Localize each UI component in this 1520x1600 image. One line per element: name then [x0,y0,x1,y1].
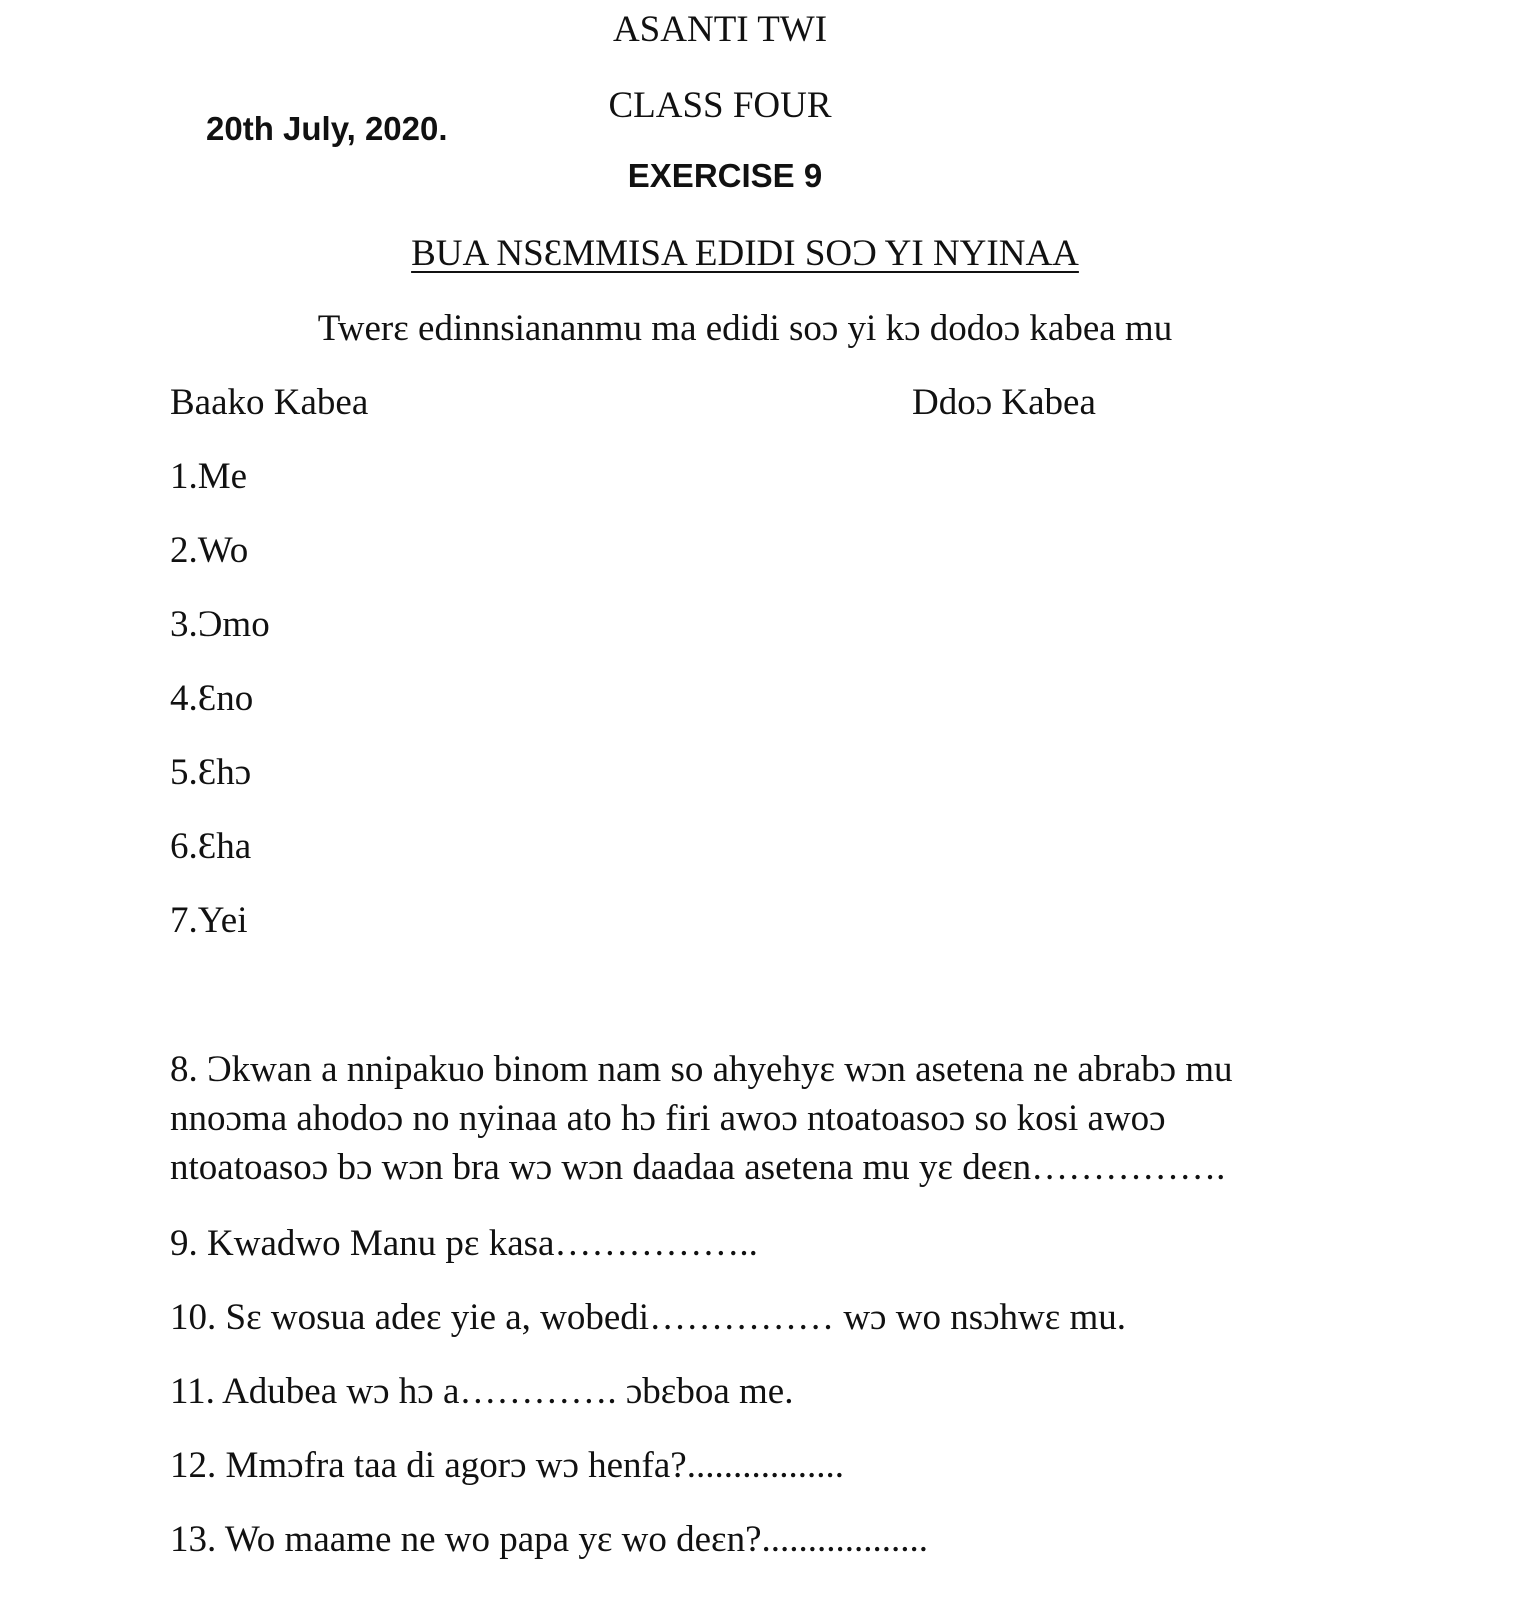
subject-title: ASANTI TWI [612,9,828,50]
question-8-line-1: 8. Ɔkwan a nnipakuo binom nam so ahyehyɛ wɔn asetena ne abrabɔ mu [170,1049,1233,1090]
question-8-line-2: nnoɔma ahodoɔ no nyinaa ato hɔ firi awoɔ ntoatoasoɔ so kosi awoɔ [170,1098,1166,1139]
question-11: 11. Adubea wɔ hɔ a…………. ɔbɛboa me. [170,1371,794,1412]
question-8-line-3: ntoatoasoɔ bɔ wɔn bra wɔ wɔn daadaa asetena mu yɛ deɛn……………. [170,1147,1226,1188]
list-item: 7.Yei [170,900,248,941]
column-header-plural: Ddoɔ Kabea [912,382,1096,423]
question-10: 10. Sɛ wosua adeɛ yie a, wobedi…………… wɔ wo nsɔhwɛ mu. [170,1297,1127,1338]
question-12: 12. Mmɔfra taa di agorɔ wɔ henfa?................. [170,1445,844,1486]
date-label: 20th July, 2020. [206,110,448,147]
column-header-singular: Baako Kabea [170,382,369,423]
list-item: 2.Wo [170,530,249,571]
question-9: 9. Kwadwo Manu pɛ kasa…………….. [170,1223,758,1264]
list-item: 4.Ɛno [170,678,254,719]
list-item: 3.Ɔmo [170,604,270,645]
class-level-title: CLASS FOUR [608,85,832,126]
section-heading: BUA NSƐMMISA EDIDI SOƆ YI NYINAA [411,233,1079,274]
list-item: 5.Ɛhɔ [170,752,252,793]
question-13: 13. Wo maame ne wo papa yɛ wo deɛn?.................. [170,1519,928,1560]
exercise-title: EXERCISE 9 [627,157,823,194]
list-item: 1.Me [170,456,248,497]
list-item: 6.Ɛha [170,826,252,867]
instruction-text: Twerɛ edinnsiananmu ma edidi soɔ yi kɔ dodoɔ kabea mu [317,308,1173,349]
